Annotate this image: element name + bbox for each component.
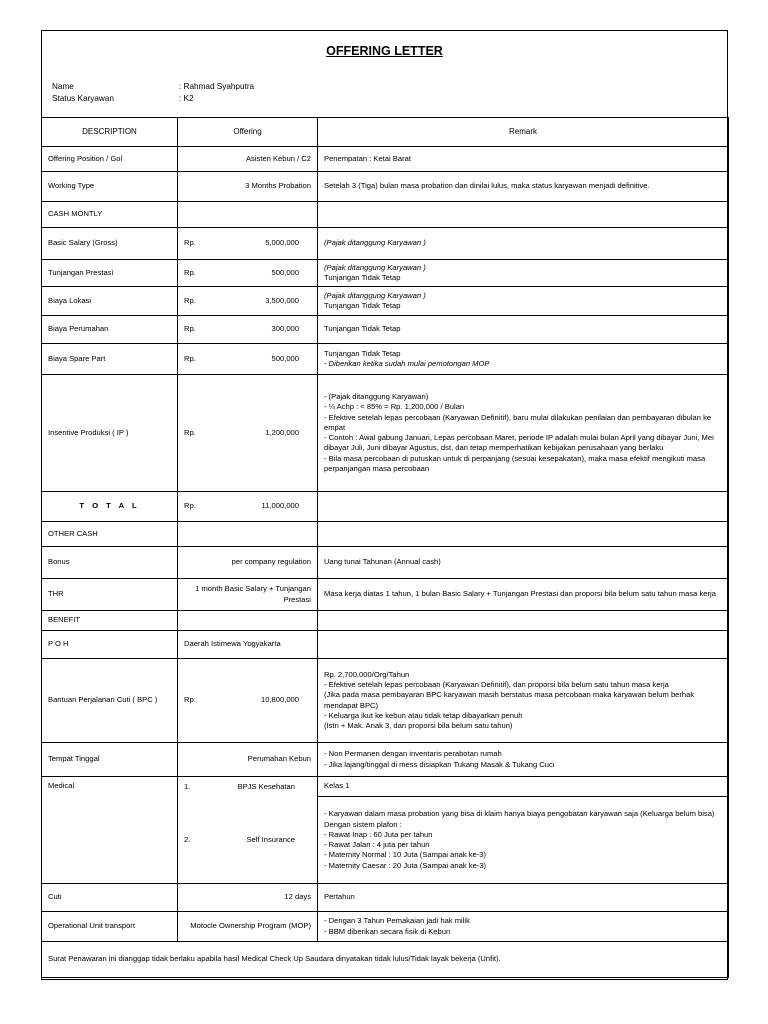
row-offer: Daerah Istimewa Yogyakarta	[178, 631, 318, 659]
section-label: BENEFIT	[42, 611, 178, 631]
row-remark: (Pajak ditanggung Karyawan )	[324, 290, 426, 300]
row-desc: Operational Unit transport	[42, 912, 178, 942]
insentive-remarks	[324, 392, 722, 474]
row-offer: 1 month Basic Salary + Tunjangan Prestasi	[178, 579, 318, 611]
section-label: OTHER CASH	[42, 522, 178, 547]
row-remark: Tunjangan Tidak Tetap	[324, 273, 401, 282]
amount: 300,000	[271, 324, 299, 334]
row-desc: Biaya Lokasi	[42, 287, 178, 316]
list-item: - Contoh : Awal gabung Januari, Lepas percobaan Maret, periode IP adalah mulai bulan April yang dibayar Juni, Mei dibayar Juli, Juni dibayar Agustus, dst, dan tetap memperhatikan kebijakan perusahaan yang berlaku	[324, 433, 714, 453]
medical-number: 1.	[184, 781, 191, 791]
table-row	[42, 375, 729, 492]
row-remark: Tunjangan Tidak Tetap	[324, 348, 401, 358]
row-desc: Basic Salary (Gross)	[42, 228, 178, 260]
table-row	[42, 147, 729, 172]
row-remark: Pertahun	[318, 884, 729, 912]
row-offer: per company regulation	[178, 547, 318, 579]
row-remark: - Diberikan ketika sudah mulai pemotongan MOP	[324, 359, 490, 368]
medical-offer: Self Insurance	[246, 834, 295, 844]
amount: 10,800,000	[260, 695, 299, 705]
medical-offer: BPJS Kesehatan	[237, 781, 295, 791]
list-item: - BBM diberikan secara fisik di Kebun	[324, 926, 451, 936]
footer-row	[42, 942, 729, 978]
row-remark: Tunjangan Tidak Tetap	[324, 301, 401, 310]
list-item: - Rawat Inap : 60 Juta per tahun	[324, 829, 433, 839]
document-title: OFFERING LETTER	[326, 44, 443, 58]
row-desc: Insentive Produksi ( IP )	[42, 375, 178, 492]
list-item: (Istri + Mak. Anak 3, dan proporsi bila belum satu tahun)	[324, 721, 513, 730]
rp-label: Rp.	[184, 695, 196, 705]
row-remark: Masa kerja diatas 1 tahun, 1 bulan Basic Salary + Tunjangan Prestasi dan proporsi bila belum satu tahun masa kerja	[318, 579, 729, 611]
table-row	[42, 884, 729, 912]
row-desc: Bonus	[42, 547, 178, 579]
list-item: - Maternity Caesar : 20 Juta (Sampai anak ke-3)	[324, 860, 487, 870]
medical-remarks	[324, 809, 722, 871]
row-offer: 12 days	[178, 884, 318, 912]
header-description: DESCRIPTION	[42, 118, 178, 147]
section-row	[42, 611, 729, 631]
name-value: : Rahmad Syahputra	[179, 82, 255, 91]
row-remark: Tunjangan Tidak Tetap	[318, 316, 729, 344]
table-row	[42, 777, 729, 797]
table-row	[42, 547, 729, 579]
row-desc: Tempat Tinggal	[42, 743, 178, 777]
offering-letter-document	[41, 30, 728, 980]
offering-table	[41, 117, 729, 978]
table-row	[42, 228, 729, 260]
list-item: - Efektive setelah lepas percobaan (Karyawan Definitif), baru mulai dilakukan penilaian dan pembayaran dibulan ke empat	[324, 412, 712, 432]
row-desc: THR	[42, 579, 178, 611]
rp-label: Rp.	[184, 295, 196, 305]
row-remark: Penempatan : Ketai Barat	[318, 147, 729, 172]
status-label: Status Karyawan	[52, 94, 114, 103]
row-desc: P O H	[42, 631, 178, 659]
row-remark: Uang tunai Tahunan (Annual cash)	[318, 547, 729, 579]
row-offer: Perumahan Kebun	[178, 743, 318, 777]
table-row	[42, 912, 729, 942]
rp-label: Rp.	[184, 238, 196, 248]
status-value: : K2	[179, 94, 194, 103]
row-remark: (Pajak ditanggung Karyawan )	[318, 228, 729, 260]
table-row	[42, 316, 729, 344]
header-offering: Offering	[178, 118, 318, 147]
table-row	[42, 743, 729, 777]
list-item: - Jika lajang/tinggal di mess disiapkan Tukang Masak & Tukang Cuci	[324, 759, 555, 769]
amount: 500,000	[271, 267, 299, 277]
row-desc: Bantuan Perjalanan Cuti ( BPC )	[42, 659, 178, 743]
section-label: CASH MONTLY	[42, 202, 178, 228]
row-offer: 3 Months Probation	[178, 172, 318, 202]
section-row	[42, 202, 729, 228]
rp-label: Rp.	[184, 267, 196, 277]
transport-remarks	[324, 916, 722, 937]
name-label: Name	[52, 82, 74, 91]
table-row	[42, 631, 729, 659]
bpc-remarks	[324, 670, 722, 732]
row-offer: Motocle Ownership Program (MOP)	[178, 912, 318, 942]
list-item: Dengan sistem plafon :	[324, 819, 402, 829]
table-row	[42, 287, 729, 316]
list-item: - Dengan 3 Tahun Pemakaian jadi hak milik	[324, 916, 470, 926]
rp-label: Rp.	[184, 353, 196, 363]
row-desc: Offering Position / Gol	[42, 147, 178, 172]
list-item: - Keluarga ikut ke kebun atau tidak tetap dibayarkan penuh	[324, 710, 523, 720]
list-item: Rp. 2,700,000/Org/Tahun	[324, 669, 410, 679]
row-desc: Cuti	[42, 884, 178, 912]
row-desc: Biaya Perumahan	[42, 316, 178, 344]
total-label: T O T A L	[42, 492, 178, 522]
tinggal-remarks	[324, 749, 722, 770]
row-remark: Setelah 3 (Tiga) bulan masa probation dan dinilai lulus, maka status karyawan menjadi definitive.	[318, 172, 729, 202]
amount: 1,200,000	[265, 427, 299, 437]
total-amount: 11,000,000	[261, 501, 299, 511]
row-desc: Working Type	[42, 172, 178, 202]
table-row	[42, 579, 729, 611]
row-desc: Tunjangan Prestasi	[42, 260, 178, 287]
rp-label: Rp.	[184, 324, 196, 334]
table-row	[42, 172, 729, 202]
header-remark: Remark	[318, 118, 729, 147]
list-item: - ¼ Achp : < 85% = Rp. 1,200,000 / Bulan	[324, 402, 465, 412]
amount: 500,000	[271, 353, 299, 363]
rp-label: Rp.	[184, 501, 196, 511]
amount: 3,500,000	[265, 295, 299, 305]
list-item: - Maternity Normal : 10 Juta (Sampai anak ke-3)	[324, 850, 487, 860]
row-remark: (Pajak ditanggung Karyawan )	[324, 262, 426, 272]
list-item: - Non Permanen dengan inventaris perabotan rumah	[324, 749, 502, 759]
medical-number: 2.	[184, 834, 191, 844]
list-item: - (Pajak ditanggung Karyawan)	[324, 392, 429, 401]
row-remark: Kelas 1	[318, 777, 729, 797]
footer-note: Surat Penawaran ini dianggap tidak berlaku apabila hasil Medical Check Up Saudara dinyatakan tidak lulus/Tidak layak bekerja (Unfit).	[42, 942, 729, 978]
table-row	[42, 260, 729, 287]
row-offer: Asisten Kebun / C2	[178, 147, 318, 172]
section-row	[42, 522, 729, 547]
amount: 5,000,000	[265, 238, 299, 248]
rp-label: Rp.	[184, 427, 196, 437]
list-item: (Jika pada masa pembayaran BPC karyawan masih berstatus masa percobaan maka karyawan belum berhak mendapat BPC)	[324, 690, 695, 710]
row-desc: Biaya Spare Part	[42, 344, 178, 375]
list-item: - Bila masa percobaan di putuskan untuk di perpanjang (sesuai kesepakatan), maka masa efektif mengikuti masa perpanjangan masa percobaan	[324, 453, 706, 473]
list-item: - Rawat Jalan : 4 juta per tahun	[324, 840, 430, 849]
row-desc: Medical	[42, 777, 178, 884]
table-row	[42, 344, 729, 375]
list-item: - Efektive setelah lepas percobaan (Karyawan Definitif), dan proporsi bila belum satu tahun masa kerja	[324, 680, 669, 689]
table-row	[42, 659, 729, 743]
total-row	[42, 492, 729, 522]
table-header-row	[42, 118, 729, 147]
list-item: - Karyawan dalam masa probation yang bisa di klaim hanya biaya pengobatan karyawan saja (Keluarga belum bisa)	[324, 809, 715, 819]
